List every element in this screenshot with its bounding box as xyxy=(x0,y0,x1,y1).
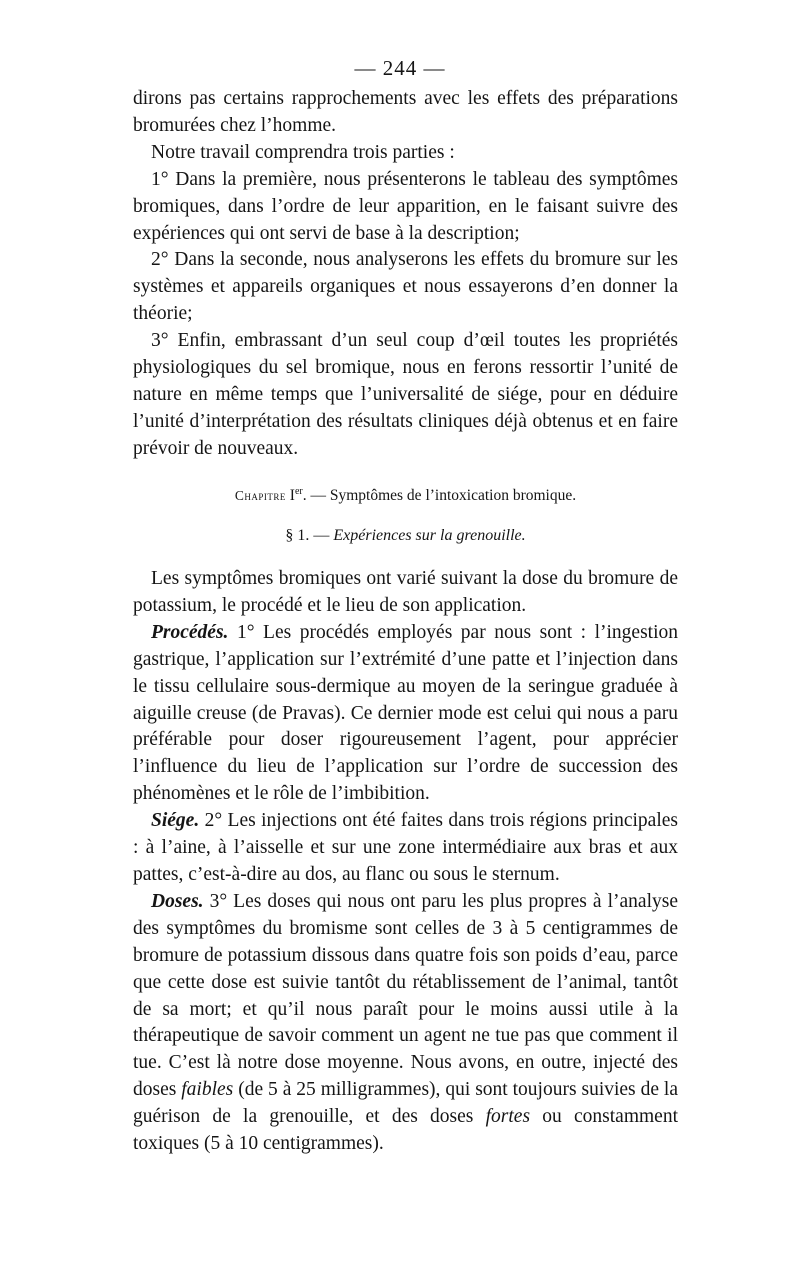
page-number: — 244 — xyxy=(354,56,446,80)
chapter-number-sup: er xyxy=(294,486,303,497)
intro-paragraph-4: 2° Dans la seconde, nous analyserons les effets du bromure sur les systèmes et appareils organiques et nous essayerons d’en donner la théorie; xyxy=(133,249,678,325)
section-number: § 1. — xyxy=(285,527,330,544)
body-paragraph-1: Les symptômes bromiques ont varié suivant la dose du bromure de potassium, le procédé et le lieu de son application. xyxy=(133,568,678,616)
doses-label: Doses. xyxy=(151,890,204,912)
siege-paragraph xyxy=(133,808,678,889)
intro-paragraph-1: dirons pas certains rapprochements avec les effets des préparations bromurées chez l’homme. xyxy=(133,88,678,136)
procedes-paragraph xyxy=(133,620,678,808)
intro-paragraph-2: Notre travail comprendra trois parties : xyxy=(151,141,455,163)
intro-text-block xyxy=(133,86,678,463)
siege-label: Siége. xyxy=(151,810,200,832)
doses-text-1: 3° Les doses qui nous ont paru les plus propres à l’analyse des symptômes du bromisme sont celles de 3 à 5 centigrammes de bromure de potassium dissous dans quatre fois son poids d’eau, parce que cette dose est suivie tantôt du rétablissement de l’animal, tantôt de sa mort; et qu’il nous paraît pour le moins aussi utile à la thérapeutique de savoir comment un agent ne tue pas que comment il tue. C’est là notre dose moyenne. Nous avons, en outre, injecté des doses xyxy=(133,890,678,1101)
intro-paragraph-5: 3° Enfin, embrassant d’un seul coup d’œil toutes les propriétés physiologiques du sel bromique, nous en ferons ressortir l’unité de nature en même temps que l’universalité de siége, pour en déduire l’unité d’interprétation des résultats cliniques déjà obtenus et en faire prévoir de nouveaux. xyxy=(133,330,678,459)
section-title: Expériences sur la grenouille. xyxy=(333,527,526,544)
procedes-label: Procédés. xyxy=(151,621,229,643)
doses-text-3: ou constamment toxiques (5 à 10 centigrammes). xyxy=(133,1106,678,1155)
procedes-text: 1° Les procédés employés par nous sont : l’ingestion gastrique, l’application sur l’extrémité d’une patte et l’injection dans le tissu cellulaire sous-dermique au moyen de la seringue graduée à aiguille creuse (de Pravas). Ce dernier mode est celui qui nous a paru préférable pour doser rigoureusement l’agent, pour apprécier l’influence du lieu de l’application sur l’ordre de succession des phénomènes et le rôle de l’imbibition. xyxy=(133,621,678,805)
doses-paragraph xyxy=(133,889,678,1158)
main-text-block xyxy=(133,566,678,1158)
siege-text: 2° Les injections ont été faites dans trois régions principales : à l’aine, à l’aisselle et sur une zone intermédiaire aux bras et aux pattes, c’est-à-dire au dos, au flanc ou sous le sternum. xyxy=(133,810,678,885)
chapter-title: . — Symptômes de l’intoxication bromique. xyxy=(302,487,577,505)
chapter-number: I xyxy=(289,487,295,505)
doses-faibles: faibles xyxy=(181,1079,234,1101)
chapter-heading xyxy=(133,482,678,506)
doses-fortes: fortes xyxy=(485,1106,531,1128)
section-heading xyxy=(133,526,678,546)
doses-text-2: (de 5 à 25 milligrammes), qui sont toujours suivies de la guérison de la grenouille, et des doses xyxy=(133,1079,678,1128)
chapter-label: Chapitre xyxy=(234,488,286,504)
intro-paragraph-3: 1° Dans la première, nous présenterons le tableau des symptômes bromiques, dans l’ordre de leur apparition, en le faisant suivre des expériences qui ont servi de base à la description; xyxy=(133,168,678,244)
